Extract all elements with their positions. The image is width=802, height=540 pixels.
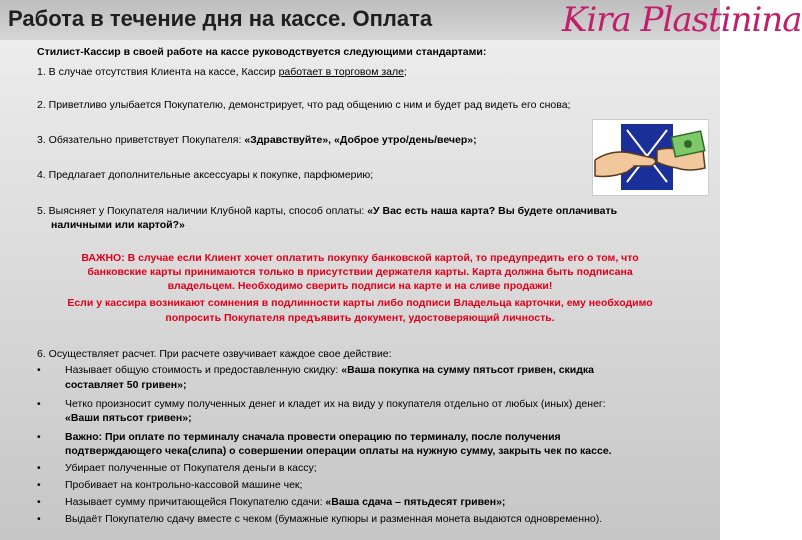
bullet-4: • [37,462,41,474]
title-bar [0,0,802,40]
warning-line-1: ВАЖНО: В случае если Клиент хочет оплатить покупку банковской картой, то предупредить его о том, что [81,252,639,264]
item5-bold1: «У Вас есть наша карта? Вы будете оплачивать [367,205,618,217]
bullet-3-line2: подтверждающего чека(слипа) о совершении операции оплаты на нужную сумму, закрыть чек по кассе. [65,445,612,457]
warning-line-3: владельцем. Необходимо сверить подписи на карте и на сливе продажи! [167,280,553,292]
page-title: Работа в течение дня на кассе. Оплата [8,6,433,31]
list-item-4: 4. Предлагает дополнительные аксессуары к покупке, парфюмерию; [37,169,374,181]
item1-end: ; [403,66,407,78]
intro-text: Стилист-Кассир в своей работе на кассе руководствуется следующими стандартами: [37,46,487,58]
payment-clipart [592,119,709,196]
bullet-6-text [65,496,505,509]
b1-text: Называет общую стоимость и предоставленную скидку: [65,364,342,376]
bullet-2-line2: «Ваши пятьсот гривен»; [65,412,192,424]
bullet-1-text [65,364,594,377]
list-item-1 [37,66,407,79]
list-item-2: 2. Приветливо улыбается Покупателю, демонстрирует, что рад общению с ним и будет рад видеть его снова; [37,99,571,111]
list-item-5-line1 [37,205,617,218]
item1-text: 1. В случае отсутствия Клиента на кассе, Кассир [37,66,279,78]
b6-bold: «Ваша сдача – пятьдесят гривен»; [325,496,506,508]
bullet-1-line2: составляет 50 гривен»; [65,379,187,391]
hand-money-icon [593,120,708,195]
bullet-3-text: Важно: При оплате по терминалу сначала провести операцию по терминалу, после получения [65,431,561,443]
warning-line-4: Если у кассира возникают сомнения в подлинности карты либо подписи Владельца карточки, ему необходимо [67,297,653,309]
list-item-3 [37,134,477,147]
bullet-7: • [37,513,41,525]
b1-bold: «Ваша покупка на сумму пятьсот гривен, скидка [341,364,595,376]
bullet-1: • [37,364,41,376]
bullet-2-text: Четко произносит сумму полученных денег и кладет их на виду у покупателя отдельно от любых (иных) денег: [65,398,606,410]
bullet-2: • [37,398,41,410]
item1-underlined: работает в торговом зале [278,66,404,78]
warning-line-5: попросить Покупателя предъявить документ, удостоверяющий личность. [165,312,555,324]
bullet-3: • [37,431,41,443]
brand-logo: Kira Plastinina [562,0,802,40]
item3-bold: «Здравствуйте», «Доброе утро/день/вечер»; [244,134,477,146]
list-item-6-intro: 6. Осуществляет расчет. При расчете озвучивает каждое свое действие: [37,348,392,360]
list-item-5-line2: наличными или картой?» [51,219,185,231]
item3-text: 3. Обязательно приветствует Покупателя: [37,134,245,146]
bullet-5: • [37,479,41,491]
bullet-4-text: Убирает полученные от Покупателя деньги в кассу; [65,462,317,474]
item5-text: 5. Выясняет у Покупателя наличии Клубной карты, способ оплаты: [37,205,368,217]
bullet-6: • [37,496,41,508]
bullet-7-text: Выдаёт Покупателю сдачу вместе с чеком (бумажные купюры и разменная монета выдаются одновременно). [65,513,603,525]
bullet-5-text: Пробивает на контрольно-кассовой машине чек; [65,479,303,491]
b6-text: Называет сумму причитающейся Покупателю сдачи: [65,496,326,508]
warning-line-2: банковские карты принимаются только в присутствии держателя карты. Карта должна быть подписана [87,266,633,278]
